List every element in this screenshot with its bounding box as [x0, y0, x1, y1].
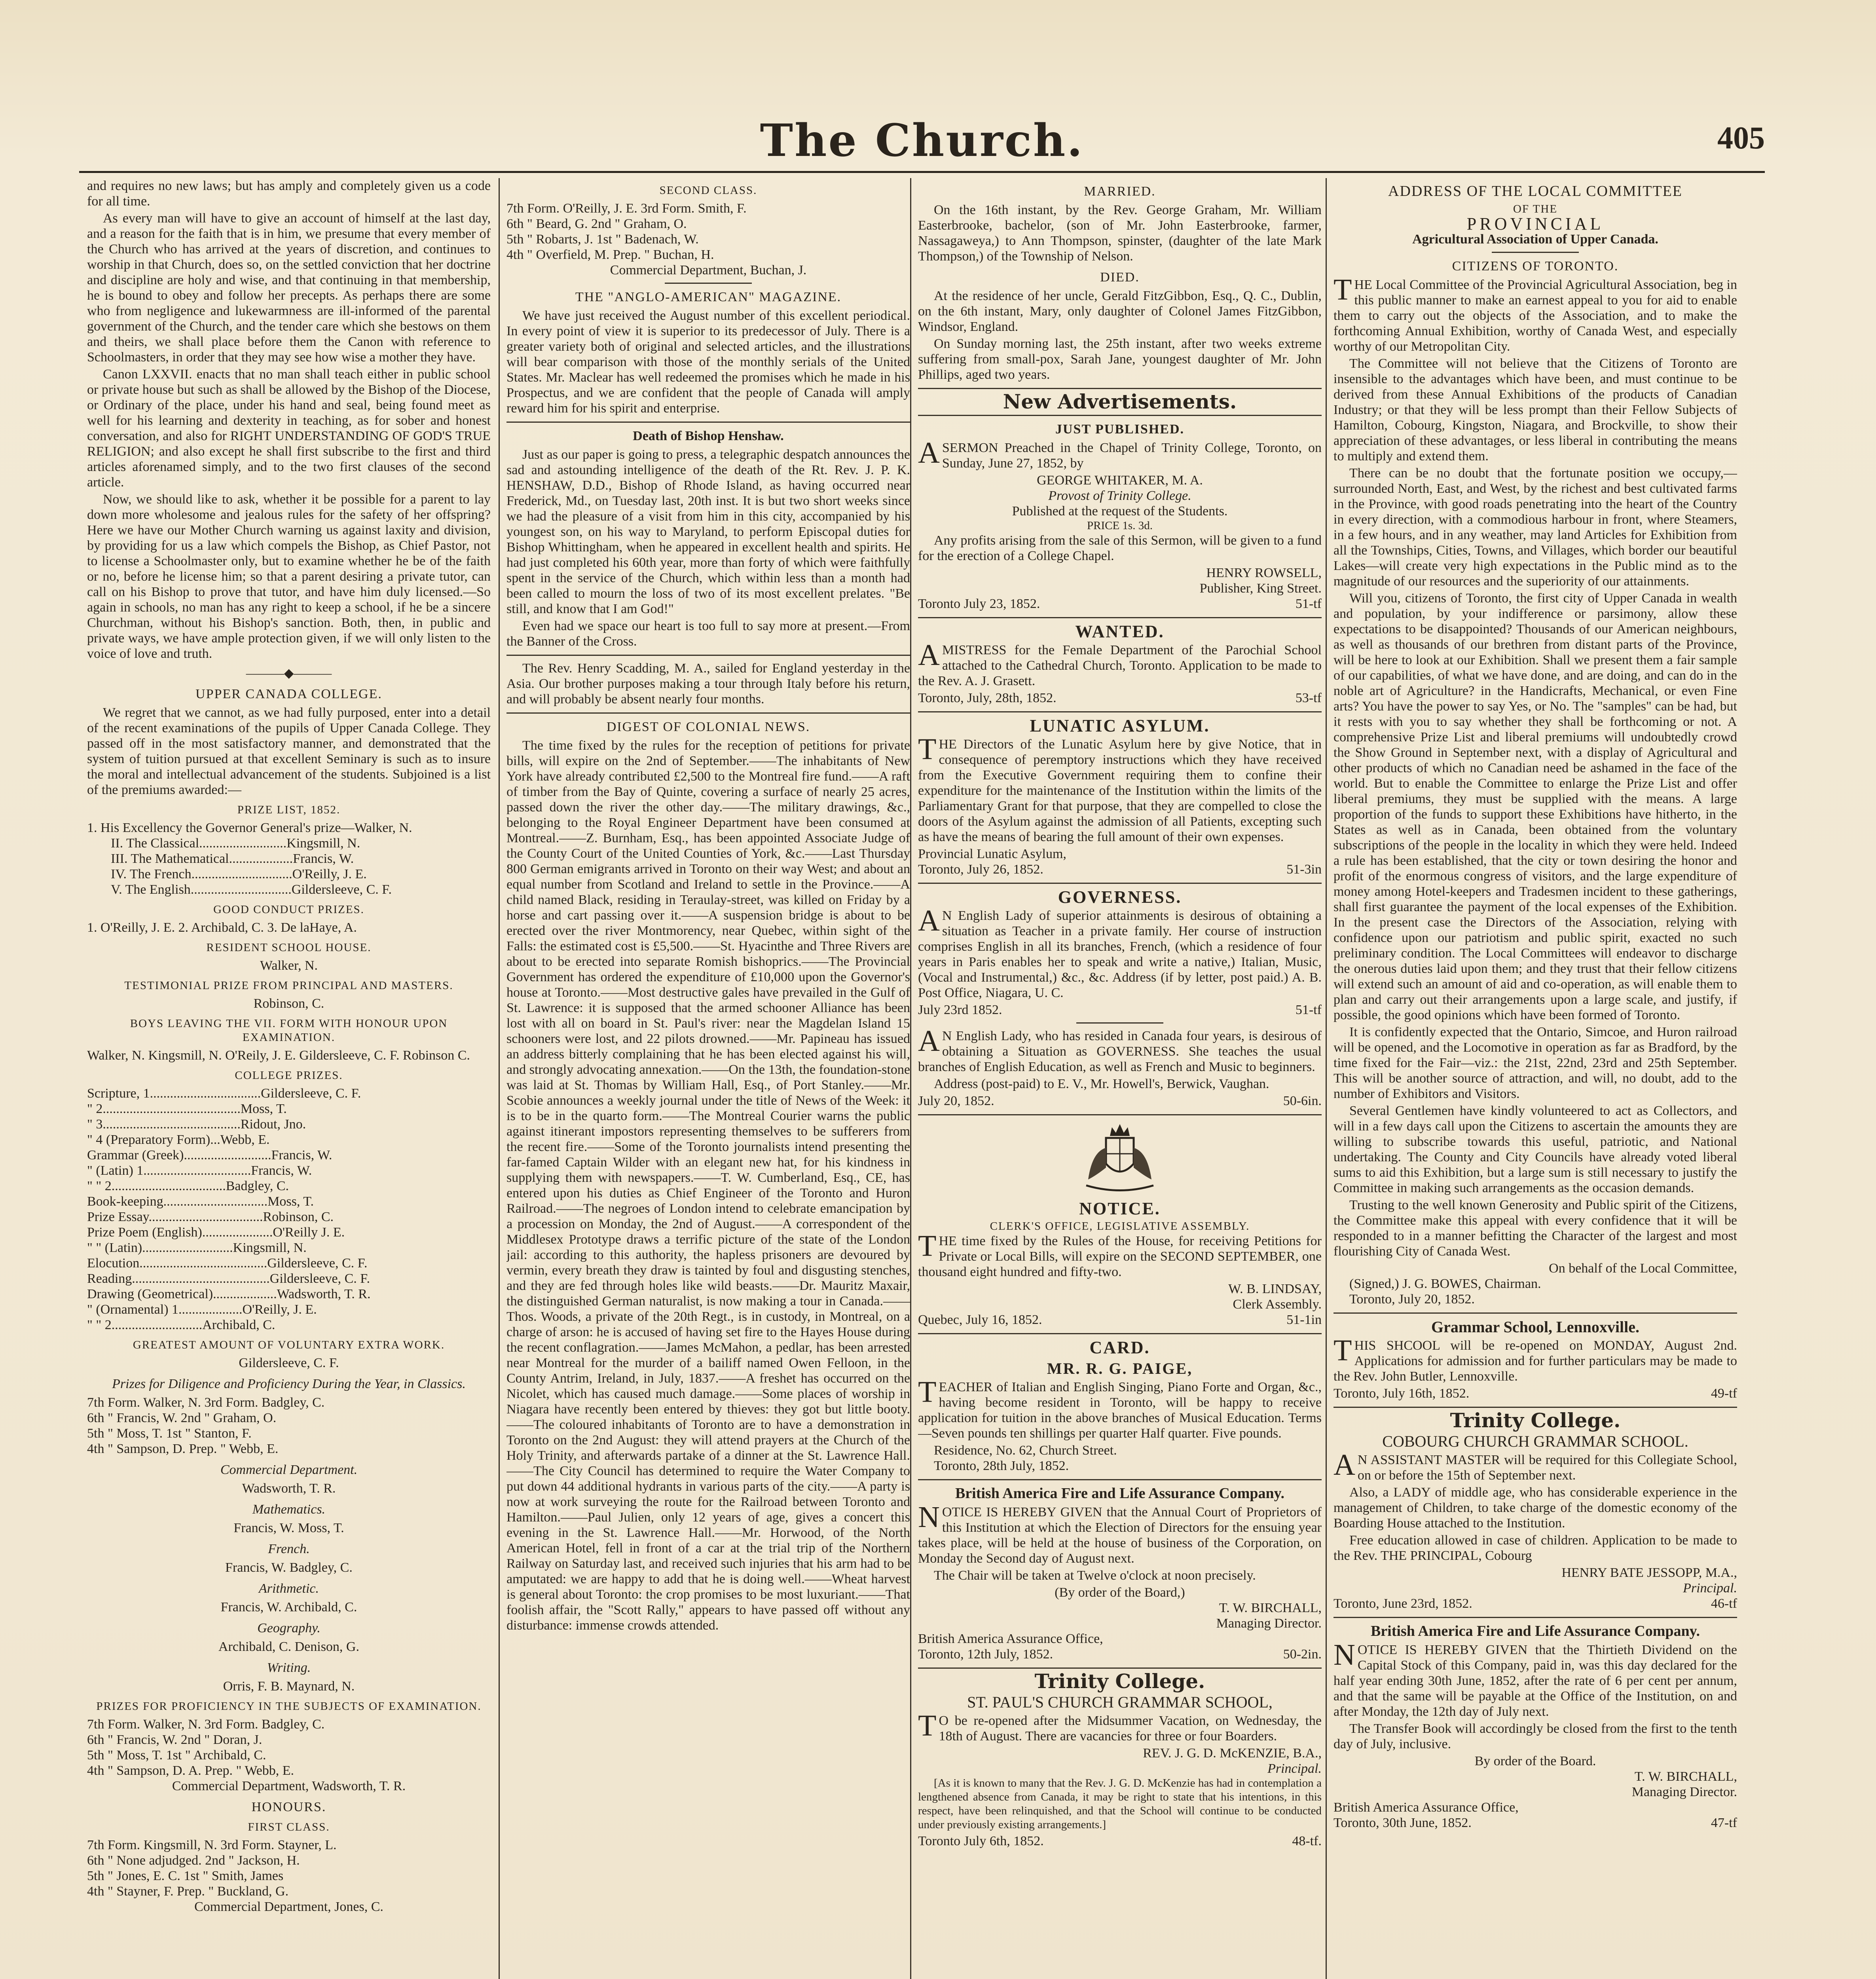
list-item: Reading.........................................Gildersleeve, C. F. — [87, 1271, 370, 1286]
ad-date: Toronto, July, 28th, 1852. — [918, 691, 1057, 705]
ornament-divider: ———◆——— — [246, 666, 332, 680]
masthead-rule — [79, 171, 1765, 173]
article-paragraph: Now, we should like to ask, whether it be possible for a parent to lay down more wholesome and jealous rules for the safety of her offspring? Here we have our Mother Church warning us against laxity and division, by providing for us a law which compels the Bishop, as Chief Pastor, not to license a Schoolmaster only, but to examine whether he be of the faith or no, before he license him; so that a parent desiring a private tutor, can call on his Bishop to prove that tutor, and have him duly licensed.—So again in schools, no man has any right to keep a school, if he be a sincere Churchman, without his Bishop's sanction. Both, then, in public and private ways, we have ample protection given, if we will only listen to the voice of love and truth. — [87, 492, 491, 661]
list-item: " 4 (Preparatory Form)...Webb, E. — [87, 1132, 270, 1147]
ad-heading: NOTICE. — [1079, 1199, 1161, 1218]
list-heading: FIRST CLASS. — [248, 1821, 330, 1833]
ad-date: Toronto, July 20, 1852. — [1349, 1292, 1475, 1307]
ad-signature: W. B. LINDSAY, — [1228, 1282, 1322, 1296]
ad-paragraph: THIS SHCOOL will be re-opened on MONDAY, August 2nd. Applications for admission and for further particulars may be made to the Rev. John Butler, Lennoxville. — [1333, 1334, 1737, 1384]
list-item: Grammar (Greek)..........................Francis, W. — [87, 1148, 332, 1162]
divider — [918, 388, 1322, 389]
divider — [918, 883, 1322, 884]
list-item: 6th " Beard, G. 2nd " Graham, O. — [506, 217, 687, 231]
ad-heading: WANTED. — [1075, 622, 1165, 641]
ad-code: 51-tf — [1295, 596, 1322, 611]
column-4 — [1333, 178, 1737, 1979]
ad-code: 50-6in. — [1283, 1094, 1322, 1108]
ad-paragraph: THE Local Committee of the Provincial Agricultural Association, beg in this public manner to make an earnest appeal to you for aid to enable them to carry out the objects of the Association, and to make the forthcoming Annual Exhibition, worthy of Canada West, and especially worthy of our Metropolitan City. — [1333, 273, 1737, 354]
ad-signature: Provincial Lunatic Asylum, — [918, 847, 1066, 861]
section-heading: DIED. — [1100, 270, 1140, 285]
ad-code: 50-2in. — [1283, 1647, 1322, 1662]
ad-heading: COBOURG CHURCH GRAMMAR SCHOOL. — [1382, 1432, 1688, 1450]
ad-code: 48-tf. — [1292, 1834, 1322, 1848]
list-heading: Commercial Department. — [220, 1462, 358, 1477]
list-item: Archibald, C. Denison, G. — [218, 1639, 359, 1654]
divider — [918, 415, 1322, 416]
list-item: 5th " Moss, T. 1st " Stanton, F. — [87, 1426, 252, 1441]
ad-note: By order of the Board. — [1474, 1754, 1596, 1768]
ad-signature-title: Clerk Assembly. — [1233, 1297, 1322, 1312]
list-heading: PRIZES FOR PROFICIENCY IN THE SUBJECTS OF EXAMINATION. — [96, 1700, 482, 1713]
ad-signature: (Signed,) J. G. BOWES, Chairman. — [1349, 1276, 1541, 1291]
divider — [665, 283, 752, 284]
ad-date: Toronto, 30th June, 1852. — [1333, 1816, 1472, 1830]
ad-paragraph: TEACHER of Italian and English Singing, Piano Forte and Organ, &c., having become resident in Toronto, will be happy to receive application for tuition in the above branches of Musical Education. Terms—Seven pounds ten shillings per quarter Half quarter. Five pounds. — [918, 1375, 1322, 1441]
ad-paragraph: The Committee will not believe that the Citizens of Toronto are insensible to the advantages which have been, and must continue to be derived from these Annual Exhibitions of the products of Canadian Industry; or that they will be less prompt than their Fellow Subjects of Hamilton, Cobourg, Kingston, Niagara, and Brockville, to show their appreciation of these advantages, or less liberal in contributing the means to multiply and extend them. — [1333, 356, 1737, 463]
divider — [1076, 1022, 1163, 1024]
section-heading: CITIZENS OF TORONTO. — [1452, 259, 1619, 273]
divider — [1333, 1312, 1737, 1314]
list-item: Prize Essay..................................Robinson, C. — [87, 1210, 334, 1224]
list-heading: TESTIMONIAL PRIZE FROM PRINCIPAL AND MASTERS. — [124, 979, 453, 992]
article-paragraph: On the 16th instant, by the Rev. George Graham, Mr. William Easterbrooke, bachelor, (son of Mr. John Easterbrooke, farmer, Nassagaweya,) to Ann Thompson, spinster, (daughter of the late Mark Thompson,) of the Township of Nelson. — [918, 203, 1322, 264]
article-paragraph: Even had we space our heart is too full to say more at present.—From the Banner of the Cross. — [506, 619, 910, 649]
ad-subheading: Agricultural Association of Upper Canada. — [1412, 232, 1658, 247]
royal-coat-of-arms — [918, 1120, 1322, 1195]
list-item: 4th " Sampson, D. A. Prep. " Webb, E. — [87, 1763, 294, 1778]
divider — [918, 1479, 1322, 1480]
list-item: Commercial Department, Buchan, J. — [610, 263, 807, 277]
ad-signature-title: Managing Director. — [1216, 1616, 1322, 1631]
ad-code: 49-tf — [1711, 1386, 1737, 1401]
list-item: Gildersleeve, C. F. — [239, 1356, 339, 1370]
section-heading: New Advertisements. — [1003, 390, 1237, 413]
ad-paragraph: THE Directors of the Lunatic Asylum here by give Notice, that in consequence of peremptory instructions which they have received from the Executive Government requiring them to confine their expenditure for the maintenance of the Institution within the limits of the Parliamentary Grant for that purpose, that they are compelled to close the doors of the Asylum against the admission of all Patients, excepting such as have the means of bearing the full amount of their own expenses. — [918, 733, 1322, 844]
ad-date: July 23rd 1852. — [918, 1003, 1002, 1017]
divider — [918, 1668, 1322, 1669]
list-item: 4th " Stayner, F. Prep. " Buckland, G. — [87, 1884, 289, 1899]
ad-code: 46-tf — [1711, 1596, 1737, 1611]
list-item: " (Ornamental) 1...................O'Reilly, J. E. — [87, 1302, 317, 1317]
list-item: Francis, W. Moss, T. — [233, 1521, 344, 1535]
list-heading: PRIZE LIST, 1852. — [237, 803, 341, 816]
ad-signature-title: Publisher, King Street. — [1199, 581, 1322, 596]
article-paragraph: Canon LXXVII. enacts that no man shall teach either in public school or private house but such as shall be allowed by the Bishop of the Diocese, or Ordinary of the place, under his hand and seal, being found meet as well for his learning and dexterity in teaching, as for sober and honest conversation, and also for RIGHT UNDERSTANDING OF GOD'S TRUE RELIGION; and also except he shall first subscribe to the first and third articles aforenamed simply, and to the two first clauses of the second article. — [87, 367, 491, 490]
ad-paragraph: AN English Lady, who has resided in Canada four years, is desirous of obtaining a Situation as GOVERNESS. She teaches the usual branches of English Education, as well as French and Music to beginners. — [918, 1024, 1322, 1074]
ad-note: (By order of the Board,) — [1055, 1585, 1185, 1600]
ad-heading: Trinity College. — [1450, 1409, 1621, 1432]
list-heading: COLLEGE PRIZES. — [235, 1069, 343, 1082]
article-paragraph: At the residence of her uncle, Gerald FitzGibbon, Esq., Q. C., Dublin, on the 6th instant, Mary, only daughter of Colonel James FitzGibbon, Windsor, England. — [918, 289, 1322, 334]
divider — [918, 711, 1322, 712]
divider — [918, 617, 1322, 618]
ad-date: Toronto, July 26, 1852. — [918, 862, 1043, 877]
column-divider — [910, 178, 911, 1979]
ad-author: GEORGE WHITAKER, M. A. — [1037, 473, 1203, 488]
list-item: 7th Form. Walker, N. 3rd Form. Badgley, C. — [87, 1717, 325, 1732]
ad-signature-title: Principal. — [1267, 1761, 1322, 1776]
ad-heading: GOVERNESS. — [1058, 887, 1182, 907]
ad-signature: T. W. BIRCHALL, — [1634, 1769, 1737, 1784]
ad-date: Toronto July 23, 1852. — [918, 596, 1040, 611]
ad-heading: British America Fire and Life Assurance Company. — [955, 1485, 1285, 1502]
list-item: " 2.........................................Moss, T. — [87, 1102, 287, 1116]
ad-signature: REV. J. G. D. McKENZIE, B.A., — [1143, 1746, 1322, 1761]
section-heading: Death of Bishop Henshaw. — [633, 429, 784, 443]
ad-note: Published at the request of the Students. — [1012, 504, 1228, 518]
list-item: V. The English..............................Gildersleeve, C. F. — [111, 882, 392, 897]
ad-signature-title: Managing Director. — [1631, 1785, 1737, 1799]
ad-code: 51-tf — [1295, 1003, 1322, 1017]
section-heading: UPPER CANADA COLLEGE. — [195, 687, 382, 701]
ad-code: 47-tf — [1711, 1816, 1737, 1830]
list-heading: Mathematics. — [252, 1502, 326, 1517]
ad-paragraph: NOTICE IS HEREBY GIVEN that the Annual Court of Proprietors of this Institution at which the Election of Directors for the ensuing year takes place, will be held at the house of business of the Corporation, on Monday the Second day of August next. — [918, 1500, 1322, 1566]
ad-heading: CARD. — [1089, 1338, 1150, 1357]
ad-heading: ST. PAUL'S CHURCH GRAMMAR SCHOOL, — [967, 1693, 1273, 1711]
divider — [506, 422, 910, 423]
ad-heading: Grammar School, Lennoxville. — [1431, 1318, 1639, 1336]
ad-paragraph: Several Gentlemen have kindly volunteered to act as Collectors, and will in a few days call upon the Citizens to ascertain the amounts they are willing to subscribe towards this useful, patriotic, and National undertaking. The County and City Councils have already voted liberal sums to aid this Exhibition, but a large sum is still necessary to justify the Committee in making such arrangements as the occasion demands. — [1333, 1103, 1737, 1195]
ad-code: 51-1in — [1286, 1312, 1322, 1327]
ad-paragraph: Address (post-paid) to E. V., Mr. Howell's, Berwick, Vaughan. — [934, 1077, 1269, 1091]
list-item: 7th Form. Kingsmill, N. 3rd Form. Stayner, L. — [87, 1838, 337, 1852]
column-1 — [87, 178, 491, 1979]
ad-paragraph: TO be re-opened after the Midsummer Vacation, on Wednesday, the 18th of August. There are vacancies for three or four Boarders. — [918, 1709, 1322, 1743]
ad-address: Residence, No. 62, Church Street. — [934, 1443, 1117, 1458]
list-item: Francis, W. Badgley, C. — [225, 1560, 353, 1575]
article-paragraph: On Sunday morning last, the 25th instant, after two weeks extreme suffering from small-pox, Sarah Jane, youngest daughter of Mr. John Phillips, aged two years. — [918, 336, 1322, 382]
list-heading: SECOND CLASS. — [659, 184, 757, 197]
list-item: Drawing (Geometrical)...................Wadsworth, T. R. — [87, 1287, 371, 1301]
ad-date: Toronto, 28th July, 1852. — [934, 1459, 1069, 1473]
column-divider — [499, 178, 500, 1979]
ad-paragraph: Any profits arising from the sale of this Sermon, will be given to a fund for the erection of a College Chapel. — [918, 533, 1322, 563]
list-item: 5th " Robarts, J. 1st " Badenach, W. — [506, 232, 699, 247]
ad-signature: T. W. BIRCHALL, — [1219, 1601, 1322, 1615]
list-heading: BOYS LEAVING THE VII. FORM WITH HONOUR UPON EXAMINATION. — [130, 1017, 448, 1044]
list-item: " " (Latin)...........................Kingsmill, N. — [87, 1240, 307, 1255]
ad-signature: HENRY ROWSELL, — [1206, 566, 1322, 580]
ad-paragraph: Will you, citizens of Toronto, the first city of Upper Canada in wealth and population, by your indifference or parsimony, allow these expectations to be disappointed? Thousands of our American neighbours, as well as thousands of our brethren from distant parts of the Province, will be here to look at our Exhibition. Shall we present them a fair sample of our capabilities, of what we have done, and are doing, and can do in the noble art of Agriculture? in the Handicrafts, Mechanical, or even Fine arts? You have the power to say Yes, or No. The "samples" can be had, but it rests with you to say whether they shall be forthcoming or not. A comprehensive Prize List and liberal premiums will undoubtedly crowd the Show Ground in September next, with a display of Agricultural and other products of which no Canadian need be ashamed in the face of the world. But to enable the Committee to enlarge the Prize List and offer liberal premiums, they must be supplied with the means. A large proportion of the funds to support these Exhibitions have hitherto, in the States as well as in Canada, been obtained from the voluntary subscriptions of the people in the locality in which they were held. Indeed a rule has been established, that the city or town desiring the honor and profit of the enormous congress of visitors, and the large expenditure of money among Hotel-keepers and Tradesmen incident to these gatherings, shall first guarantee the payment of the local expenses of the Exhibition. In the present case the Directors of the Association, relying with confidence upon our patriotism and public spirit, exacted no such preliminary condition. The Local Committees will endeavor to discharge the onerous duties laid upon them; and they trust that their fellow citizens will extend such an amount of aid and co-operation, as will enable them to plan and carry out their arrangements upon a large scale, and justify, if possible, the good opinions which have been formed of Toronto. — [1333, 591, 1737, 1022]
article-paragraph: and requires no new laws; but has amply and completely given us a code for all time. — [87, 179, 491, 209]
college-prizes-list — [87, 1086, 491, 1333]
ad-date: July 20, 1852. — [918, 1094, 994, 1108]
list-item: Francis, W. Archibald, C. — [220, 1600, 357, 1614]
ad-paragraph: AN ASSISTANT MASTER will be required for this Collegiate School, on or before the 15th of September next. — [1333, 1448, 1737, 1483]
list-heading: Arithmetic. — [258, 1581, 319, 1596]
ad-note: On behalf of the Local Committee, — [1549, 1261, 1737, 1276]
list-item: 5th " Jones, E. C. 1st " Smith, James — [87, 1869, 284, 1883]
list-heading: French. — [268, 1542, 310, 1556]
ad-paragraph: AN English Lady of superior attainments is desirous of obtaining a situation as Teacher in a private family. Her course of instruction comprises English in all its branches, French, (which a residence of four years in Paris enables her to speak and write a native,) Italian, Music, (Vocal and Instrumental,) &c., &c. Address (if by letter, post paid.) A. B. Post Office, Niagara, U. C. — [918, 904, 1322, 1000]
list-item: " 3.........................................Ridout, Jno. — [87, 1117, 306, 1132]
list-item: Walker, N. — [260, 958, 318, 973]
list-item: 6th " Francis, W. 2nd " Doran, J. — [87, 1732, 262, 1747]
divider — [506, 655, 910, 656]
list-heading: GOOD CONDUCT PRIZES. — [213, 903, 364, 916]
list-item: Orris, F. B. Maynard, N. — [223, 1679, 355, 1694]
list-item: 4th " Overfield, M. Prep. " Buchan, H. — [506, 247, 714, 262]
ad-author-title: Provost of Trinity College. — [1048, 488, 1191, 503]
ad-heading: British America Fire and Life Assurance Company. — [1370, 1623, 1700, 1639]
divider — [506, 712, 910, 714]
list-heading: Geography. — [257, 1621, 321, 1635]
article-paragraph: The Rev. Henry Scadding, M. A., sailed for England yesterday in the Asia. Our brother purposes making a tour through Italy before his return, and will probably be absent nearly four months. — [506, 661, 910, 707]
divider — [1492, 252, 1579, 253]
ad-paragraph: THE time fixed by the Rules of the House, for receiving Petitions for Private or Local Bills, will expire on the SECOND SEPTEMBER, one thousand eight hundred and fifty-two. — [918, 1229, 1322, 1279]
list-item: Walker, N. Kingsmill, N. O'Reily, J. E. Gildersleeve, C. F. Robinson C. — [87, 1048, 470, 1063]
ad-paragraph: It is confidently expected that the Ontario, Simcoe, and Huron railroad will be opened, and the Locomotive in operation as far as Bradford, by the time fixed for the Fair—viz.: the 21st, 22nd, 23rd and 25th September. This will be another source of attraction, and will, no doubt, add to the number of Exhibitors and Visitors. — [1333, 1025, 1737, 1101]
ad-paragraph: AMISTRESS for the Female Department of the Parochial School attached to the Cathedral Church, Toronto. Application to be made to the Rev. A. J. Grasett. — [918, 638, 1322, 688]
ad-date: Toronto, 12th July, 1852. — [918, 1647, 1053, 1662]
column-3 — [918, 178, 1322, 1979]
list-item: Robinson, C. — [253, 996, 324, 1011]
ad-heading: PROVINCIAL — [1466, 214, 1604, 234]
list-heading: Prizes for Diligence and Proficiency During the Year, in Classics. — [112, 1377, 466, 1391]
list-heading: Writing. — [267, 1660, 311, 1675]
article-paragraph: We have just received the August number of this excellent periodical. In every point of view it is superior to its predecessor of July. There is a greater variety both of original and selected articles, and the illustrations will bear comparison with those of the monthly serials of the United States. Mr. Maclear has well redeemed the promises which he made in his Prospectus, and we are confident that the people of Canada will amply reward him for his spirit and enterprise. — [506, 308, 910, 416]
column-2 — [506, 178, 910, 1979]
ad-paragraph: The Chair will be taken at Twelve o'clock at noon precisely. — [934, 1568, 1256, 1583]
list-item: " " 2..................................Badgley, C. — [87, 1179, 289, 1193]
list-item: " " 2...........................Archibald, C. — [87, 1318, 275, 1332]
list-item: Book-keeping...............................Moss, T. — [87, 1194, 314, 1209]
list-item: 7th Form. Walker, N. 3rd Form. Badgley, C. — [87, 1395, 325, 1410]
list-item: 7th Form. O'Reilly, J. E. 3rd Form. Smith, F. — [506, 201, 747, 216]
list-heading: HONOURS. — [251, 1800, 326, 1814]
prize-list — [87, 820, 491, 897]
ad-date: Toronto, June 23rd, 1852. — [1333, 1596, 1472, 1611]
article-paragraph: Just as our paper is going to press, a telegraphic despatch announces the sad and astounding intelligence of the death of the Rt. Rev. J. P. K. HENSHAW, D.D., Bishop of Rhode Island, as having occurred near Frederick, Md., on Tuesday last, 20th inst. It is but two short weeks since we had the pleasure of a visit from him in this city, accompanied by his youngest son, on his way to Maryland, to perform Episcopal duties for Bishop Whittingham, when he appeared in excellent health and spirits. He had just completed his 60th year, more than forty of which were faithfully spent in the service of the Church, which within less than a month had been called to mourn the loss of two of its most excellent prelates. "Be still, and know that I am God!" — [506, 447, 910, 616]
list-item: " (Latin) 1................................Francis, W. — [87, 1163, 312, 1178]
ad-date: Toronto July 6th, 1852. — [918, 1834, 1044, 1848]
ad-paragraph: [As it is known to many that the Rev. J. G. D. McKenzie has had in contemplation a lengthened absence from Canada, it may be right to state that his intentions, in this respect, have been relinquished, and that the School will continue to be conducted under previously existing arrangements.] — [918, 1777, 1322, 1831]
ad-signature: HENRY BATE JESSOPP, M.A., — [1561, 1565, 1737, 1580]
divider — [918, 1333, 1322, 1334]
ad-heading: JUST PUBLISHED. — [1055, 422, 1185, 437]
ad-price: PRICE 1s. 3d. — [1087, 519, 1153, 532]
article-paragraph: We regret that we cannot, as we had fully purposed, enter into a detail of the recent examinations of the pupils of Upper Canada College. They passed off in the most satisfactory manner, and demonstrated that the system of tuition pursued at that excellent Seminary is such as to insure the moral and intellectual advancement of the students. Subjoined is a list of the premiums awarded:— — [87, 705, 491, 797]
ad-heading: MR. R. G. PAIGE, — [1047, 1360, 1193, 1377]
list-item: III. The Mathematical...................Francis, W. — [111, 851, 354, 866]
list-item: Prize Poem (English).....................O'Reilly J. E. — [87, 1225, 345, 1240]
coat-of-arms-icon — [1072, 1120, 1167, 1195]
ad-subheading: OF THE — [1513, 203, 1558, 215]
section-heading: MARRIED. — [1084, 184, 1156, 199]
ad-subheading: CLERK'S OFFICE, LEGISLATIVE ASSEMBLY. — [990, 1220, 1250, 1233]
ad-code: 51-3in — [1286, 862, 1322, 877]
ad-date: Toronto, July 16th, 1852. — [1333, 1386, 1470, 1401]
ad-paragraph: There can be no doubt that the fortunate position we occupy,—surrounded North, East, and West, by the richest and best cultivated farms in the Province, with good roads penetrating into the heart of the Country in every direction, with a commodious harbour in front, where Steamers, in a few hours, and in any weather, may land Articles for Exhibition from all the Townships, Cities, Towns, and Villages, which border our beautiful Lakes—will create very high expectations in the Public mind as to the magnitude of our resources and the superiority of our attainments. — [1333, 466, 1737, 589]
page-number: 405 — [1717, 121, 1765, 156]
section-heading: DIGEST OF COLONIAL NEWS. — [606, 720, 810, 734]
column-divider — [1326, 178, 1327, 1979]
divider — [918, 1114, 1322, 1115]
ad-date: Quebec, July 16, 1852. — [918, 1312, 1042, 1327]
ad-paragraph: ASERMON Preached in the Chapel of Trinity College, Toronto, on Sunday, June 27, 1852, by — [918, 436, 1322, 471]
section-heading: THE "ANGLO-AMERICAN" MAGAZINE. — [575, 290, 842, 304]
list-item: Wadsworth, T. R. — [242, 1481, 336, 1496]
list-heading: GREATEST AMOUNT OF VOLUNTARY EXTRA WORK. — [133, 1339, 445, 1351]
ad-paragraph: Also, a LADY of middle age, who has considerable experience in the management of Children, to take charge of the domestic economy of the Boarding House attached to the Institution. — [1333, 1485, 1737, 1531]
newspaper-title: The Church. — [760, 115, 1084, 167]
article-paragraph: As every man will have to give an account of himself at the last day, and a reason for the faith that is in him, we presume that every member of the Church who has arrived at the years of discretion, and continues to worship in that Church, does so, on the settled conviction that her doctrine and discipline are holy and wise, and that continuing in that membership, he is bound to obey and follow her precepts. As perhaps there are some who from negligence and lukewarmness are ill-informed of the parental government of the Church, and the tender care which she bestows on them and theirs, we shall place before them the Canon with reference to Schoolmasters, in order that they may see how wise a mother they have. — [87, 211, 491, 365]
ad-paragraph: NOTICE IS HEREBY GIVEN that the Thirtieth Dividend on the Capital Stock of this Company, paid in, was this day declared for the half year ending 30th June, 1852, after the rate of 6 per cent per annum, and that the same will be payable at the Office of the Institution, on and after Monday, the 12th day of July next. — [1333, 1638, 1737, 1719]
article-paragraph: The time fixed by the rules for the reception of petitions for private bills, will expire on the 2nd of September.——The inhabitants of New York have already contributed £2,500 to the Montreal fire fund.——A raft of timber from the Bay of Quinte, covering a surface of nearly 25 acres, passed down the river the other day.——The military drawings, &c., belonging to the Royal Engineer Department have been consumed at Montreal.——Z. Burnham, Esq., has been appointed Associate Judge of the County Court of the United Counties of York, &c.——Last Thursday 800 German emigrants arrived in Toronto on their way West; and about an equal number from Scotland and Ireland to settle in the Province.——A child named Black, residing in Teraulay-street, was killed on Friday by a horse and cart passing over it.——A suspension bridge is about to be erected over the river Montmorency, near Quebec, within sight of the Falls: the estimated cost is £5,500.——St. Hyacinthe and Three Rivers are about to be erected into separate Romish bishoprics.——The Provincial Government has ordered the expenditure of £10,000 upon the Governor's house at Toronto.——Most destructive gales have prevailed in the Gulf of St. Lawrence: it is supposed that the armed schooner Alliance has been lost with all on board in St. Paul's river: near the Magdelan Island 15 schooners were lost, and 22 pilots drowned.——Mr. Papineau has issued an address bitterly complaining that he has been elected against his will, and strongly advocating annexation.——On the 13th, the foundation-stone was laid at St. Thomas by William Hall, Esq., of Port Stanley.——Mr. Scobie announces a weekly journal under the title of News of the Week: it is to be in the quarto form.——The Montreal Courier warns the public against itinerant impostors representing themselves to be sufferers from the recent fire.——Some of the Toronto journalists intend presenting the far-famed Captain Wilder with an elegant new hat, for his kindness in supplying them with newspapers.——T. W. Cumberland, Esq., CE, has entered upon his duties as Chief Engineer of the Toronto and Huron Railroad.——The negroes of London intend to celebrate emancipation by a procession on Monday, the 2nd of August.——A correspondent of the Middlesex Prototype draws a terrific picture of the state of the London jail: according to this authority, the hapless prisoners are devoured by vermin, every breath they draw is tainted by foul and disgusting stenches, and they are fed through holes like wild beasts.——Dr. Mauritz Maxair, the distinguished German naturalist, is now making a tour in Canada.——Thos. Woods, a private of the 20th Regt., is in custody, in Montreal, on a charge of arson: he is accused of having set fire to the Hayes House during the recent conflagration.——James McMahon, a pedlar, has been arrested near Montreal for the murder of a bailiff named Owen Felloon, in the County Antrim, Ireland, in July, 1837.——A freshet has occurred on the Nicolet, which has caused much damage.——Some places of worship in Niagara have recently been entered by thieves: they got but little booty.——The coloured inhabitants of Toronto are to have a demonstration in Toronto on the 2nd August: they will attend prayers at the Church of the Holy Trinity, and afterwards partake of a dinner at the St. Lawrence Hall.——The City Council has determined to require the Water Company to put down 44 additional hydrants in various parts of the city.——A party is now at work surveying the route for the Railroad between Toronto and Hamilton.——Paul Julien, only 12 years of age, gives a concert this evening in the St. Lawrence Hall.——Mr. Horwood, of the North American Hotel, fell in front of a car at the trial trip of the Northern Railway on Saturday last, and received such injuries that his arm had to be amputated: we are happy to add that he is doing well.——Wheat harvest is general about Toronto: the crop promises to be most luxuriant.——That foolish affair, the "Scott Rally," appears to have passed off without any disturbance: immense crowds attended. — [506, 738, 910, 1633]
ad-paragraph: The Transfer Book will accordingly be closed from the first to the tenth day of July, inclusive. — [1333, 1721, 1737, 1751]
list-item: 6th " None adjudged. 2nd " Jackson, H. — [87, 1853, 300, 1868]
list-item: IV. The French..............................O'Reilly, J. E. — [111, 867, 367, 881]
list-item: Commercial Department, Jones, C. — [194, 1899, 383, 1914]
ad-heading: Trinity College. — [1034, 1669, 1205, 1693]
ad-paragraph: Free education allowed in case of children. Application to be made to the Rev. THE PRINCIPAL, Cobourg — [1333, 1533, 1737, 1563]
list-item: II. The Classical..........................Kingsmill, N. — [111, 836, 360, 851]
list-item: Commercial Department, Wadsworth, T. R. — [172, 1779, 406, 1793]
list-item: 1. O'Reilly, J. E. 2. Archibald, C. 3. De laHaye, A. — [87, 920, 357, 935]
ad-heading: LUNATIC ASYLUM. — [1030, 716, 1210, 735]
list-item: 5th " Moss, T. 1st " Archibald, C. — [87, 1748, 266, 1762]
ad-office: British America Assurance Office, — [918, 1631, 1103, 1646]
ad-heading: ADDRESS OF THE LOCAL COMMITTEE — [1388, 183, 1683, 199]
divider — [1333, 1617, 1737, 1618]
list-item: 6th " Francis, W. 2nd " Graham, O. — [87, 1411, 277, 1425]
ad-code: 53-tf — [1295, 691, 1322, 705]
ad-office: British America Assurance Office, — [1333, 1800, 1519, 1815]
list-item: Elocution......................................Gildersleeve, C. F. — [87, 1256, 368, 1271]
list-item: 1. His Excellency the Governor General's prize—Walker, N. — [87, 820, 412, 835]
ad-paragraph: Trusting to the well known Generosity and Public spirit of the Citizens, the Committee make this appeal with every confidence that it will be responded to in a manner befitting the Character of the largest and most flourishing City of Canada West. — [1333, 1198, 1737, 1259]
masthead — [79, 111, 1765, 170]
list-heading: RESIDENT SCHOOL HOUSE. — [206, 941, 372, 954]
list-item: 4th " Sampson, D. Prep. " Webb, E. — [87, 1442, 279, 1456]
ad-signature-title: Principal. — [1683, 1581, 1737, 1595]
list-item: Scripture, 1.................................Gildersleeve, C. F. — [87, 1086, 361, 1101]
divider — [1333, 1407, 1737, 1408]
